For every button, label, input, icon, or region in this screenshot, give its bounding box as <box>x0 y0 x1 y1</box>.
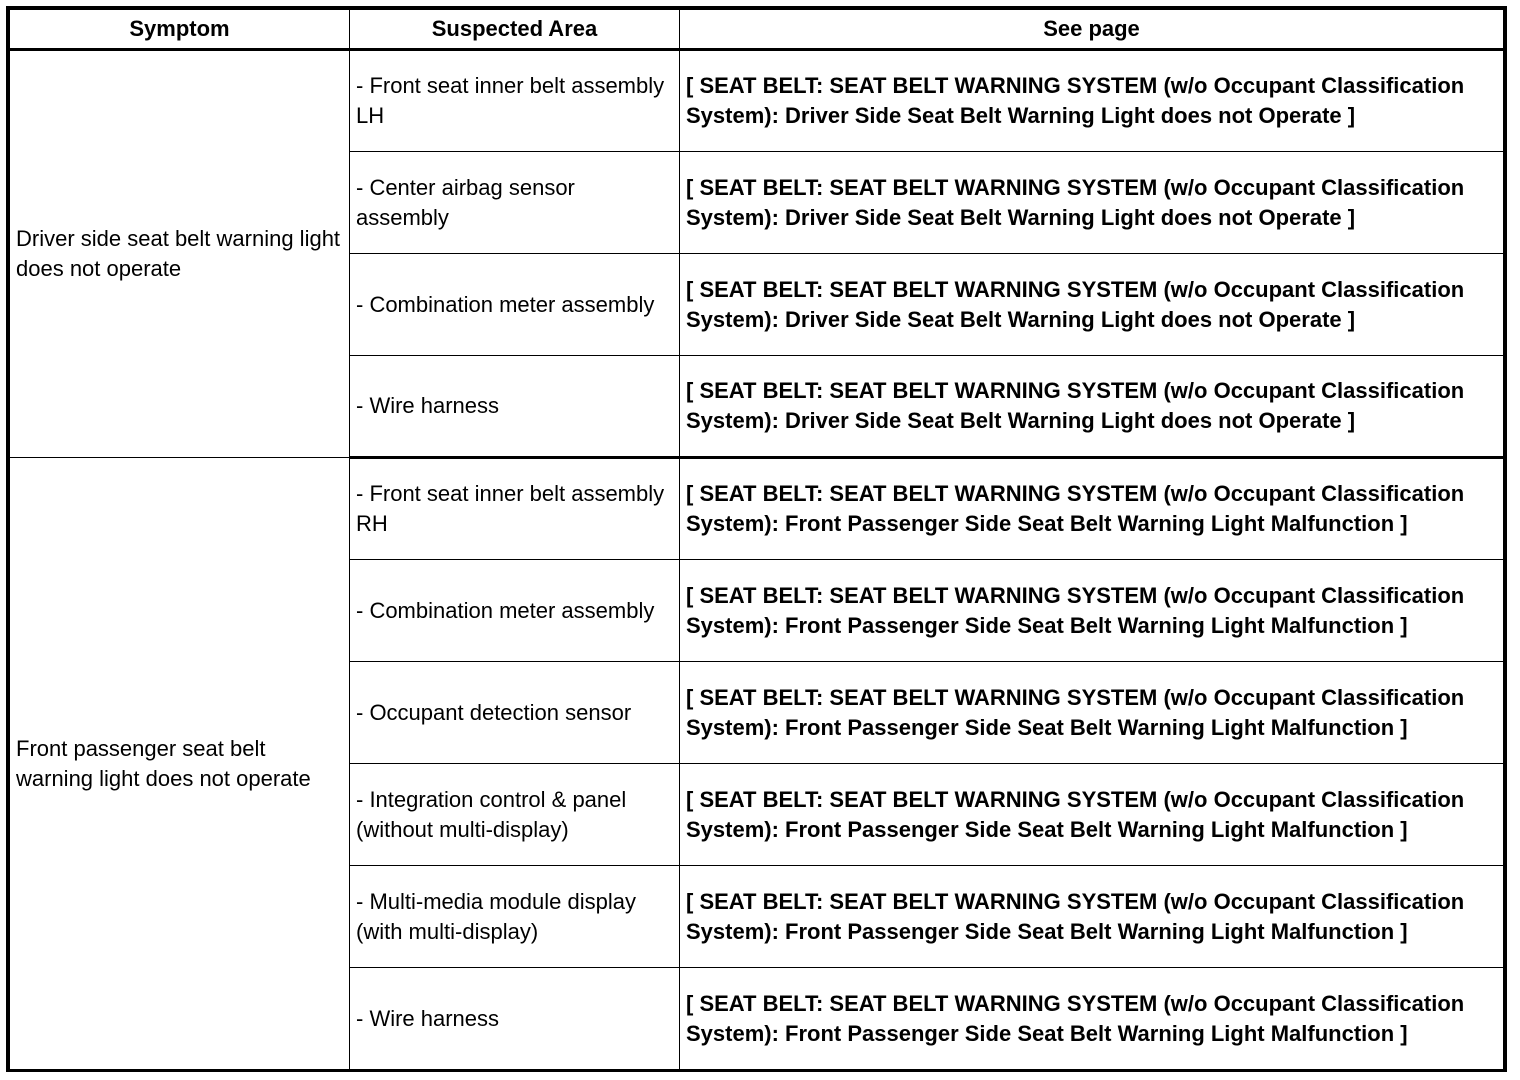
suspected-area-cell: - Wire harness <box>350 356 680 458</box>
see-page-link[interactable]: [ SEAT BELT: SEAT BELT WARNING SYSTEM (w/o Occupant Classification System): Driver Side Seat Belt Warning Light does not Operate ] <box>680 254 1504 356</box>
header-symptom: Symptom <box>10 10 350 50</box>
symptom-cell: Driver side seat belt warning light does not operate <box>10 50 350 458</box>
see-page-link[interactable]: [ SEAT BELT: SEAT BELT WARNING SYSTEM (w/o Occupant Classification System): Front Passenger Side Seat Belt Warning Light Malfunction ] <box>680 968 1504 1070</box>
troubleshooting-table-container <box>6 6 1507 1072</box>
suspected-area-cell: - Occupant detection sensor <box>350 662 680 764</box>
suspected-area-cell: - Wire harness <box>350 968 680 1070</box>
suspected-area-cell: - Integration control & panel (without multi-display) <box>350 764 680 866</box>
troubleshooting-table <box>9 9 1504 1070</box>
table-header-row <box>10 10 1504 50</box>
table-row <box>10 50 1504 152</box>
header-see-page: See page <box>680 10 1504 50</box>
suspected-area-cell: - Front seat inner belt assembly LH <box>350 50 680 152</box>
see-page-link[interactable]: [ SEAT BELT: SEAT BELT WARNING SYSTEM (w/o Occupant Classification System): Driver Side Seat Belt Warning Light does not Operate ] <box>680 152 1504 254</box>
header-suspected-area: Suspected Area <box>350 10 680 50</box>
see-page-link[interactable]: [ SEAT BELT: SEAT BELT WARNING SYSTEM (w/o Occupant Classification System): Front Passenger Side Seat Belt Warning Light Malfunction ] <box>680 866 1504 968</box>
see-page-link[interactable]: [ SEAT BELT: SEAT BELT WARNING SYSTEM (w/o Occupant Classification System): Front Passenger Side Seat Belt Warning Light Malfunction ] <box>680 560 1504 662</box>
table-row <box>10 458 1504 560</box>
suspected-area-cell: - Combination meter assembly <box>350 560 680 662</box>
see-page-link[interactable]: [ SEAT BELT: SEAT BELT WARNING SYSTEM (w/o Occupant Classification System): Driver Side Seat Belt Warning Light does not Operate ] <box>680 50 1504 152</box>
suspected-area-cell: - Combination meter assembly <box>350 254 680 356</box>
see-page-link[interactable]: [ SEAT BELT: SEAT BELT WARNING SYSTEM (w/o Occupant Classification System): Driver Side Seat Belt Warning Light does not Operate ] <box>680 356 1504 458</box>
suspected-area-cell: - Front seat inner belt assembly RH <box>350 458 680 560</box>
see-page-link[interactable]: [ SEAT BELT: SEAT BELT WARNING SYSTEM (w/o Occupant Classification System): Front Passenger Side Seat Belt Warning Light Malfunction ] <box>680 458 1504 560</box>
see-page-link[interactable]: [ SEAT BELT: SEAT BELT WARNING SYSTEM (w/o Occupant Classification System): Front Passenger Side Seat Belt Warning Light Malfunction ] <box>680 662 1504 764</box>
suspected-area-cell: - Center airbag sensor assembly <box>350 152 680 254</box>
symptom-cell: Front passenger seat belt warning light does not operate <box>10 458 350 1070</box>
suspected-area-cell: - Multi-media module display (with multi-display) <box>350 866 680 968</box>
see-page-link[interactable]: [ SEAT BELT: SEAT BELT WARNING SYSTEM (w/o Occupant Classification System): Front Passenger Side Seat Belt Warning Light Malfunction ] <box>680 764 1504 866</box>
